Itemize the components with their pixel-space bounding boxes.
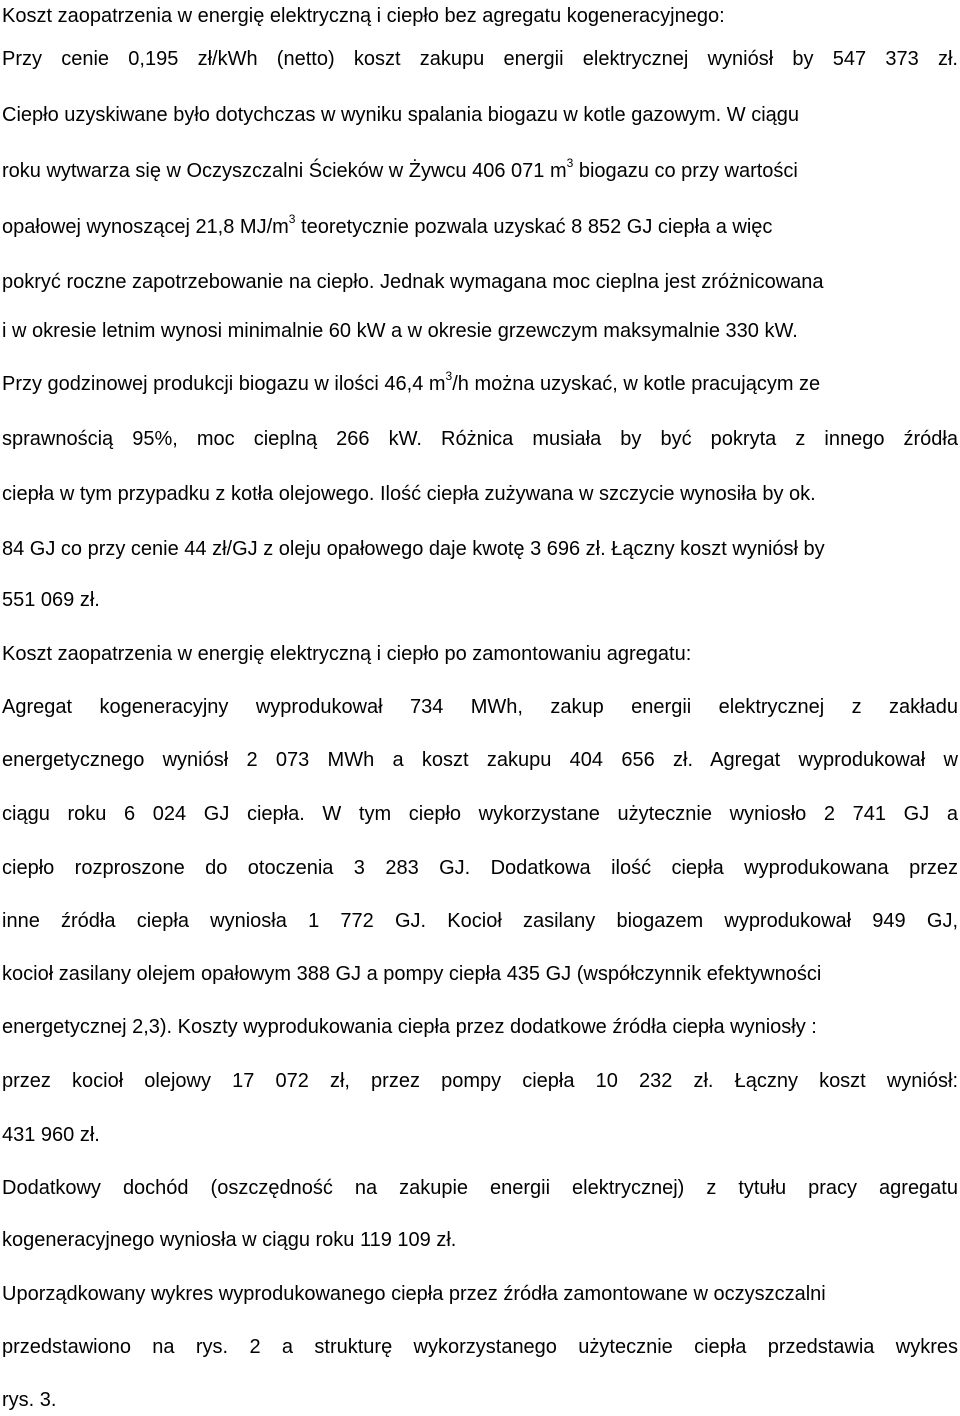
paragraph-line: [2, 45, 958, 73]
paragraph-line: [2, 1067, 958, 1095]
paragraph-line: [2, 480, 958, 508]
text-line: przez kocioł olejowy 17 072 zł, przez pompy ciepła 10 232 zł. Łączny koszt wyniósł:: [2, 1070, 958, 1092]
paragraph-line: [2, 693, 958, 721]
paragraph-line: [2, 960, 958, 988]
paragraph-line: [2, 1013, 958, 1041]
text-line: Koszt zaopatrzenia w energię elektryczną i ciepło po zamontowaniu agregatu:: [2, 643, 692, 665]
heading-without-cogeneration: [2, 2, 958, 30]
paragraph-line: [2, 1386, 958, 1414]
text-line: pokryć roczne zapotrzebowanie na ciepło. Jednak wymagana moc cieplna jest zróżnicowana: [2, 271, 824, 293]
paragraph-line: [2, 370, 958, 398]
text-line: biogazu co przy wartości: [573, 160, 798, 182]
text-line: teoretycznie pozwala uzyskać 8 852 GJ ciepła a więc: [295, 216, 773, 238]
text-line: i w okresie letnim wynosi minimalnie 60 kW a w okresie grzewczym maksymalnie 330 kW.: [2, 320, 798, 342]
text-line: roku wytwarza się w Oczyszczalni Ścieków w Żywcu 406 071 m: [2, 160, 567, 182]
paragraph-line: [2, 1174, 958, 1202]
text-line: Przy godzinowej produkcji biogazu w ilości 46,4 m: [2, 373, 446, 395]
text-line: 84 GJ co przy cenie 44 zł/GJ z oleju opałowego daje kwotę 3 696 zł. Łączny koszt wyniósł by: [2, 538, 825, 560]
paragraph-line: [2, 746, 958, 774]
text-line: ciepła w tym przypadku z kotła olejowego. Ilość ciepła zużywana w szczycie wynosiła by ok.: [2, 483, 816, 505]
superscript: 3: [445, 369, 453, 384]
text-line: sprawnością 95%, moc cieplną 266 kW. Różnica musiała by być pokryta z innego źródła: [2, 428, 958, 450]
paragraph-line: [2, 213, 958, 241]
text-line: energetycznego wyniósł 2 073 MWh a koszt zakupu 404 656 zł. Agregat wyprodukował w: [2, 749, 958, 771]
text-line: kocioł zasilany olejem opałowym 388 GJ a pompy ciepła 435 GJ (współczynnik efektywności: [2, 963, 822, 985]
paragraph-line: [2, 535, 958, 563]
paragraph-line: [2, 425, 958, 453]
paragraph-line: [2, 1280, 958, 1308]
text-line: 431 960 zł.: [2, 1124, 100, 1146]
paragraph-line: [2, 268, 958, 296]
text-line: przedstawiono na rys. 2 a strukturę wykorzystanego użytecznie ciepła przedstawia wykres: [2, 1336, 958, 1358]
paragraph-line: [2, 854, 958, 882]
paragraph-line: [2, 586, 958, 614]
text-line: Uporządkowany wykres wyprodukowanego ciepła przez źródła zamontowane w oczyszczalni: [2, 1283, 826, 1305]
text-line: ciepło rozproszone do otoczenia 3 283 GJ. Dodatkowa ilość ciepła wyprodukowana przez: [2, 857, 958, 879]
text-line: /h można uzyskać, w kotle pracującym ze: [452, 373, 821, 395]
text-line: opałowej wynoszącej 21,8 MJ/m: [2, 216, 289, 238]
superscript: 3: [566, 156, 574, 171]
paragraph-line: [2, 907, 958, 935]
paragraph-line: [2, 1121, 958, 1149]
text-line: Dodatkowy dochód (oszczędność na zakupie energii elektrycznej) z tytułu pracy agregatu: [2, 1177, 958, 1199]
paragraph-line: [2, 800, 958, 828]
paragraph-line: [2, 1226, 958, 1254]
paragraph-line: [2, 157, 958, 185]
text-line: Ciepło uzyskiwane było dotychczas w wyniku spalania biogazu w kotle gazowym. W ciągu: [2, 104, 800, 126]
superscript: 3: [288, 212, 296, 227]
paragraph-line: [2, 1333, 958, 1361]
paragraph-line: [2, 317, 958, 345]
text-line: inne źródła ciepła wyniosła 1 772 GJ. Kocioł zasilany biogazem wyprodukował 949 GJ,: [2, 910, 958, 932]
text-line: Przy cenie 0,195 zł/kWh (netto) koszt zakupu energii elektrycznej wyniósł by 547 373 zł.: [2, 48, 958, 70]
text-line: 551 069 zł.: [2, 589, 100, 611]
text-line: energetycznej 2,3). Koszty wyprodukowania ciepła przez dodatkowe źródła ciepła wyniosły :: [2, 1016, 817, 1038]
heading-with-cogeneration: [2, 640, 958, 668]
text-line: ciągu roku 6 024 GJ ciepła. W tym ciepło wykorzystane użytecznie wyniosło 2 741 GJ a: [2, 803, 958, 825]
text-line: kogeneracyjnego wyniosła w ciągu roku 119 109 zł.: [2, 1229, 457, 1251]
text-line: Koszt zaopatrzenia w energię elektryczną i ciepło bez agregatu kogeneracyjnego:: [2, 5, 725, 27]
text-line: rys. 3.: [2, 1389, 57, 1411]
paragraph-line: [2, 101, 958, 129]
text-line: Agregat kogeneracyjny wyprodukował 734 MWh, zakup energii elektrycznej z zakładu: [2, 696, 958, 718]
